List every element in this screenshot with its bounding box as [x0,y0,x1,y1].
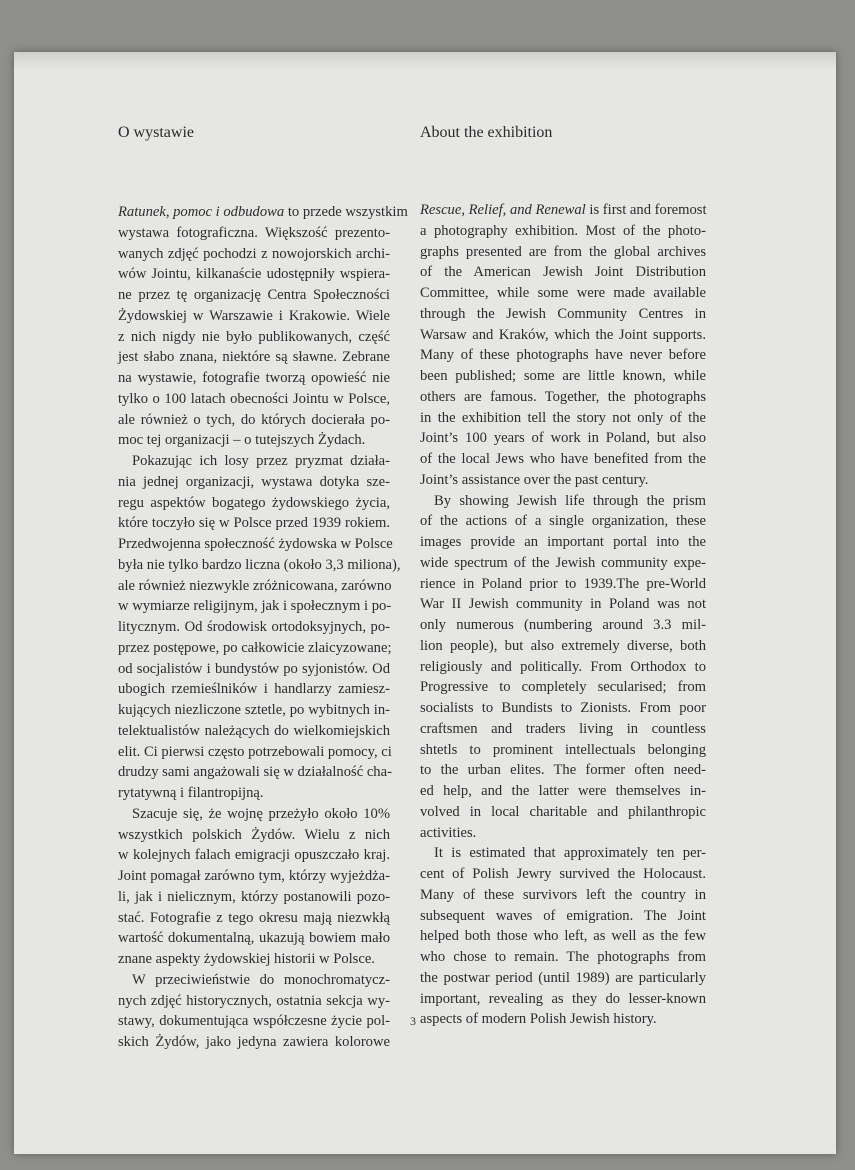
line-text: Many of these survivors left the country in [420,886,706,903]
text-line [420,594,706,615]
text-line [420,221,706,242]
line-text: skich Żydów, jako jedyna zawiera kolorowe [118,1034,390,1050]
text-line [118,804,390,825]
text-line [118,970,390,991]
line-text: W przeciwieństwie do monochromatycz- [132,971,390,988]
line-text: the postwar period (until 1989) are particularly [420,969,706,986]
line-text: is first and foremost [585,202,707,218]
line-text: ale również niezwykle zróżnicowana, zarówno [118,577,392,594]
line-text: telektualistów należących do wielkomiejskich [118,722,390,739]
text-line [420,802,706,823]
text-line [420,906,706,927]
line-text: to przede wszystkim [284,204,408,220]
line-text: activities. [420,824,477,841]
text-line [118,638,390,659]
line-text: By showing Jewish life through the prism [434,492,706,509]
text-line [420,345,706,366]
text-line [420,740,706,761]
text-line [420,823,706,844]
text-line [118,908,390,929]
text-line [420,1009,706,1030]
line-text: Joint’s 100 years of work in Poland, but also [420,430,706,447]
line-text: of the American Jewish Joint Distribution [420,264,706,281]
line-text: regu aspektów bogatego żydowskiego życia, [118,494,390,511]
line-text: others are famous. Together, the photographs [420,388,706,405]
text-line [118,430,390,451]
text-line [420,532,706,553]
line-text: była nie tylko bardzo liczna (około 3,3 miliona), [118,556,401,573]
text-line [420,615,706,636]
text-line [420,636,706,657]
line-text: who chose to remain. The photographs from [420,949,706,965]
line-text: wartość dokumentalną, ukazują bowiem mało [118,930,390,947]
text-line [118,244,390,265]
line-text: wszystkich polskich Żydów. Wielu z nich [118,826,390,843]
line-text: moc tej organizacji – o tutejszych Żydach. [118,432,366,449]
text-line [118,659,390,680]
text-line [420,657,706,678]
line-text: na wystawie, fotografie tworzą opowieść nie [118,370,390,386]
line-text: jest słabo znana, niektóre są sławne. Zebrane [118,349,390,366]
line-text: ed help, and the latter were themselves in- [420,783,706,799]
text-line [420,366,706,387]
text-line [118,513,390,534]
text-line [118,742,390,763]
line-text: z nich nigdy nie było publikowanych, część [118,328,390,345]
text-line [118,825,390,846]
text-line [420,470,706,491]
text-line [118,617,390,638]
text-line [118,534,393,555]
line-text: in the exhibition tell the story not only of the [420,409,706,426]
text-line [420,698,706,719]
text-line [420,719,706,740]
line-text: Szacuje się, że wojnę przeżyło około 10% [132,805,390,822]
text-line [420,242,706,263]
text-line [420,864,706,885]
text-line [118,472,390,493]
text-line [118,783,390,804]
text-line [420,408,706,429]
line-text: kujących niezliczone sztetle, po wybitnych in- [118,702,390,718]
text-line [118,949,390,970]
text-line [420,926,706,947]
text-line [420,574,706,595]
text-line [118,264,390,285]
line-text: important, revealing as they do lesser-known [420,990,706,1007]
line-text: nych zdjęć historycznych, ostatnia sekcja wy- [118,992,390,1009]
text-line [118,347,390,368]
line-text: wide spectrum of the Jewish community expe- [420,554,706,571]
line-text: li, jak i nielicznym, którzy postanowili pozo- [118,888,390,905]
text-line [420,325,706,346]
line-text: tylko o 100 latach obecności Jointu w Polsce, [118,390,390,407]
line-text: Committee, while some were made available [420,285,706,301]
line-text: of the actions of a single organization, these [420,513,706,530]
text-line [118,451,390,472]
text-line [420,947,706,968]
document-page [14,52,836,1154]
text-line [420,781,706,802]
line-text: znane aspekty żydowskiej historii w Polsce. [118,951,375,967]
text-line [420,387,706,408]
line-text: socialists to Bundists to Zionists. From poor [420,700,706,716]
line-text: rience in Poland prior to 1939.The pre-World [420,575,706,592]
text-line [118,928,390,949]
text-line [118,596,390,617]
text-line [420,553,706,574]
text-line [118,410,390,431]
line-text: wystawa fotograficzna. Większość prezento- [118,224,390,241]
line-text: Warsaw and Kraków, which the Joint supports. [420,326,706,343]
text-line [420,491,706,512]
line-text: elit. Ci pierwsi często potrzebowali pomocy, ci [118,743,392,760]
line-text: been published; some are little known, while [420,368,706,384]
text-line [118,285,390,306]
line-text: craftsmen and traders living in countless [420,720,706,737]
text-line [118,493,390,514]
line-text: religiously and politically. From Orthodox to [420,658,706,675]
line-text: Żydowskiej w Warszawie i Krakowie. Wiele [118,307,390,324]
text-line [118,991,390,1012]
line-text: shtetls to prominent intellectuals belonging [420,741,706,758]
text-line [118,762,390,783]
line-text: w kolejnych falach emigracji opuszczało kraj. [118,847,390,864]
line-text: ale również o tych, do których docierała po- [118,411,390,428]
line-text: cent of Polish Jewry survived the Holocaust. [420,866,706,882]
text-line [118,576,390,597]
text-line [118,679,390,700]
line-text: to the urban elites. The former often need- [420,762,706,779]
line-text: od socjalistów i bundystów po syjonistów. Od [118,660,390,677]
text-line [118,1011,390,1032]
english-heading: About the exhibition [420,124,553,141]
text-line [118,845,390,866]
text-line [420,968,706,989]
exhibition-title-italic: Ratunek, pomoc i odbudowa [118,204,285,220]
line-text: lion people), but also extremely diverse, both [420,637,706,654]
line-text: ubogich rzemieślników i handlarzy zamiesz- [118,681,390,698]
text-line [118,700,390,721]
line-text: ne przez tę organizację Centra Społeczności [118,287,390,303]
line-text: only numerous (numbering around 3.3 mil- [420,617,706,633]
line-text: volved in local charitable and philanthropic [420,803,706,820]
line-text: w wymiarze religijnym, jak i społecznym i po- [118,598,392,615]
text-line [118,1032,390,1053]
text-line [118,327,390,348]
line-text: a photography exhibition. Most of the photo- [420,222,706,239]
line-text: nia jednej organizacji, wystawa dotyka sze- [118,473,390,490]
text-line [420,304,706,325]
text-line [118,866,390,887]
text-line [118,368,390,389]
line-text: of the local Jews who have benefited from the [420,451,706,467]
text-line [118,202,408,223]
polish-heading: O wystawie [118,124,194,141]
page-number: 3 [410,1014,416,1028]
line-text: It is estimated that approximately ten per- [434,845,706,862]
line-text: stawy, dokumentująca współczesne życie pol- [118,1013,390,1030]
text-line [420,449,706,470]
text-line [420,283,706,304]
line-text: aspects of modern Polish Jewish history. [420,1011,657,1028]
text-line [118,721,390,742]
line-text: rytatywną i filantropijną. [118,785,264,801]
text-line [420,885,706,906]
text-line [420,760,706,781]
line-text: Przedwojenna społeczność żydowska w Polsce [118,536,393,552]
text-line [420,843,706,864]
line-text: Many of these photographs have never before [420,347,706,364]
line-text: through the Jewish Community Centres in [420,305,706,322]
text-line [420,200,706,221]
english-text-column [420,200,706,1030]
text-line [420,677,706,698]
exhibition-title-italic: Rescue, Relief, and Renewal [420,202,586,218]
text-line [118,223,390,244]
text-line [420,262,706,283]
text-line [420,511,706,532]
text-line [118,389,390,410]
line-text: przez postępowe, po całkowicie zlaicyzowane; [118,639,392,656]
line-text: images provide an important portal into the [420,534,706,550]
line-text: stać. Fotografie z tego okresu mają niezwkłą [118,909,390,926]
line-text: Progressive to completely secularised; from [420,679,706,696]
line-text: Joint pomagał zarówno tym, którzy wyjeżdża- [118,868,390,884]
line-text: drudzy sami angażowali się w działalność cha- [118,764,392,781]
line-text: Pokazując ich losy przez pryzmat działa- [132,453,390,469]
line-text: które toczyło się w Polsce przed 1939 rokiem. [118,515,390,532]
line-text: wanych zdjęć pochodzi z nowojorskich archi- [118,245,390,262]
text-line [118,306,390,327]
line-text: wów Jointu, kilkanaście udostępniły wspiera- [118,266,390,283]
text-line [118,555,401,576]
line-text: litycznym. Od środowisk ortodoksyjnych, po- [118,619,390,635]
line-text: Joint’s assistance over the past century. [420,471,649,488]
text-line [420,989,706,1010]
line-text: helped both those who left, as well as the few [420,928,706,945]
line-text: graphs presented are from the global archives [420,243,706,260]
polish-text-column [118,202,408,1053]
text-line [420,428,706,449]
text-line [118,887,390,908]
line-text: War II Jewish community in Poland was not [420,596,706,613]
line-text: subsequent waves of emigration. The Joint [420,907,706,924]
